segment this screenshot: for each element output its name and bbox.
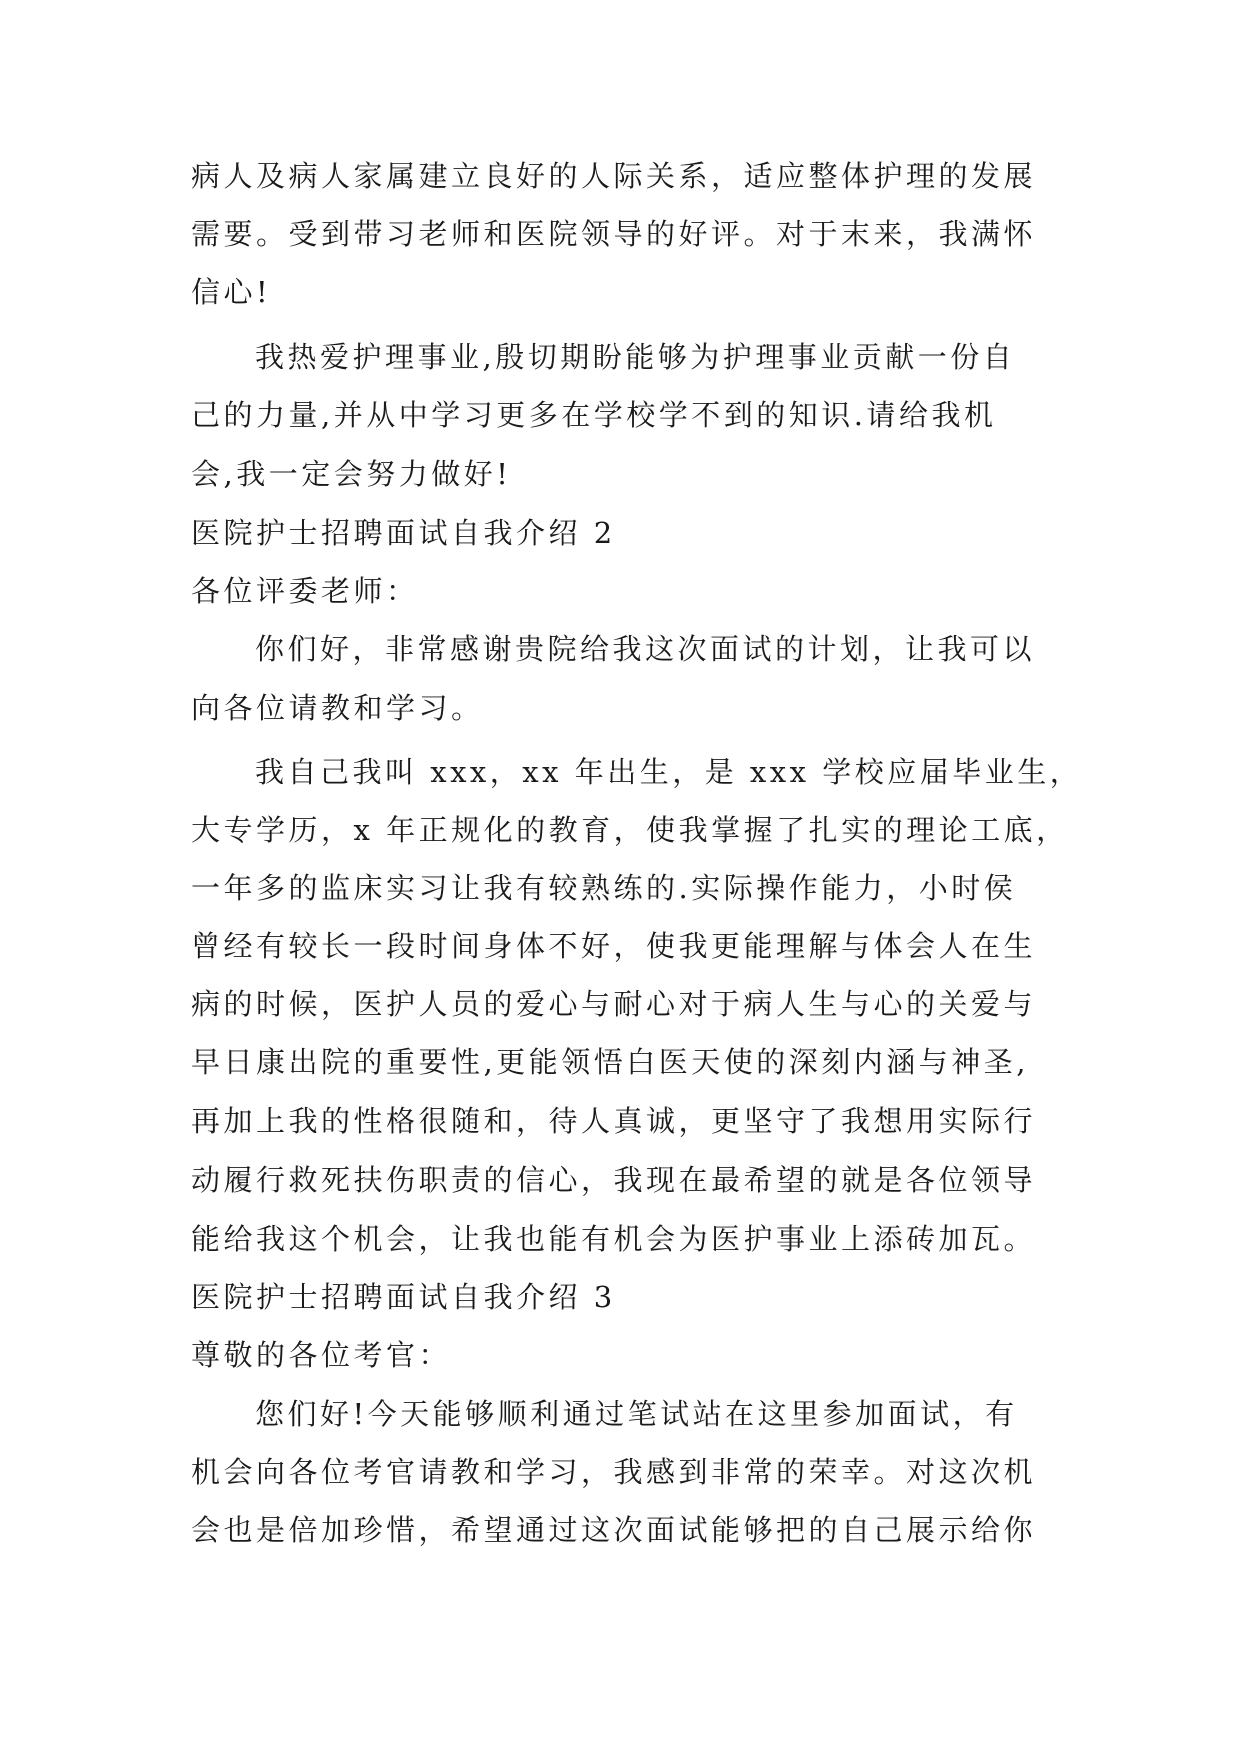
salutation: 尊敬的各位考官： xyxy=(191,1338,452,1372)
body-text-line: 己的力量,并从中学习更多在学校学不到的知识.请给我机 xyxy=(191,398,997,432)
body-text-line: 曾经有较长一段时间身体不好，使我更能理解与体会人在生 xyxy=(191,929,1037,963)
body-text-line: 病人及病人家属建立良好的人际关系，适应整体护理的发展 xyxy=(191,159,1037,193)
body-text-line: 动履行救死扶伤职责的信心，我现在最希望的就是各位领导 xyxy=(191,1163,1037,1197)
section-heading: 医院护士招聘面试自我介绍 2 xyxy=(191,516,616,550)
body-text-line: 需要。受到带习老师和医院领导的好评。对于末来，我满怀 xyxy=(191,217,1037,251)
body-text-line: 能给我这个机会，让我也能有机会为医护事业上添砖加瓦。 xyxy=(191,1222,1037,1256)
body-text-line: 大专学历，x 年正规化的教育，使我掌握了扎实的理论工底， xyxy=(191,813,1069,847)
paragraph-first-line: 你们好，非常感谢贵院给我这次面试的计划，让我可以 xyxy=(255,632,1036,666)
body-text-line: 机会向各位考官请教和学习，我感到非常的荣幸。对这次机 xyxy=(191,1455,1037,1489)
paragraph-first-line: 我自己我叫 xxx，xx 年出生，是 xxx 学校应届毕业生， xyxy=(255,755,1083,789)
body-text-line: 病的时候，医护人员的爱心与耐心对于病人生与心的关爱与 xyxy=(191,987,1037,1021)
body-text-line: 再加上我的性格很随和，待人真诚，更坚守了我想用实际行 xyxy=(191,1104,1037,1138)
paragraph-first-line: 您们好!今天能够顺利通过笔试站在这里参加面试，有 xyxy=(255,1397,1018,1431)
body-text-line: 向各位请教和学习。 xyxy=(191,691,484,725)
body-text-line: 信心! xyxy=(191,275,272,309)
salutation: 各位评委老师： xyxy=(191,574,419,608)
body-text-line: 会也是倍加珍惜，希望通过这次面试能够把的自己展示给你 xyxy=(191,1513,1037,1547)
body-text-line: 一年多的监床实习让我有较熟练的.实际操作能力，小时侯 xyxy=(191,871,1017,905)
paragraph-first-line: 我热爱护理事业,殷切期盼能够为护理事业贡献一份自 xyxy=(255,340,1016,374)
body-text-line: 会,我一定会努力做好! xyxy=(191,457,512,491)
section-heading: 医院护士招聘面试自我介绍 3 xyxy=(191,1280,616,1314)
body-text-line: 早日康出院的重要性,更能领悟白医天使的深刻内涵与神圣, xyxy=(191,1045,1029,1079)
